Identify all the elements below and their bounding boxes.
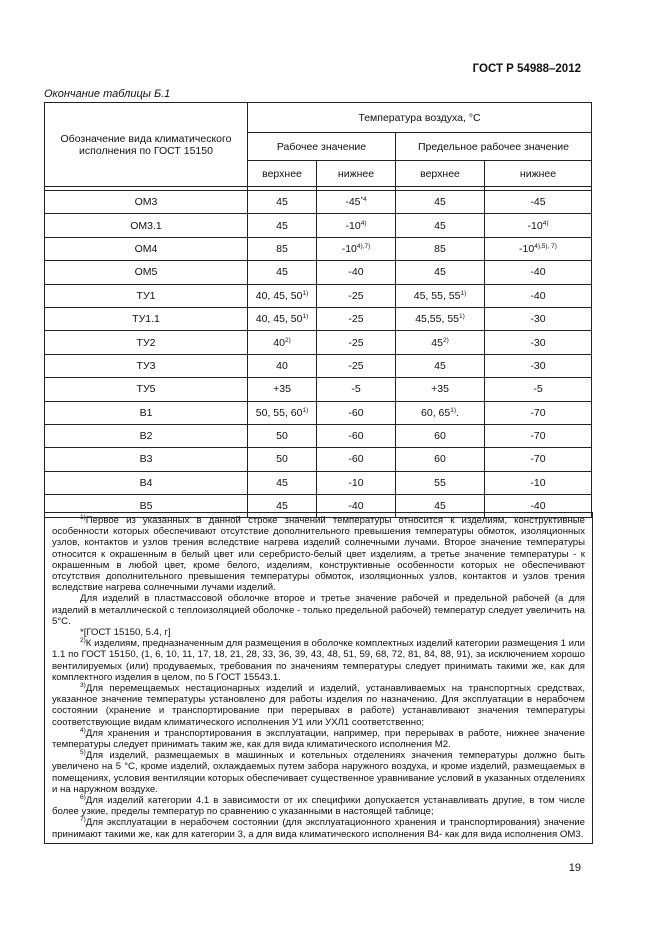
footnote-text: Для хранения и транспортирования в эксплуатации, например, при перерывах в работе, нижнее значение температуры следует принимать таким же, как для вида климатического исполнения М2. (52, 727, 585, 751)
cell-working-lower (317, 354, 396, 377)
cell-working-lower-value: -25 (348, 359, 364, 372)
cell-limit-lower-value: -70 (530, 453, 546, 466)
footnote-text: Для изделий в пластмассовой оболочке второе и третье значение рабочей и предельной рабочей (а для изделий в металлической с теплоизоляцией оболочке - только предельной рабочей) температур следует увеличить на 5°С. (52, 593, 585, 627)
cell-working-lower (317, 471, 396, 494)
footnote-marker: 5) (80, 749, 86, 757)
cell-limit-lower (485, 307, 592, 330)
cell-limit-lower-value: -10 (530, 476, 546, 489)
cell-limit-lower (485, 331, 592, 354)
footnote-marker: 3) (80, 682, 86, 690)
cell-limit-lower (485, 191, 592, 214)
cell-designation-value: ТУ1.1 (132, 313, 160, 326)
footnote (52, 627, 585, 638)
climate-table (44, 102, 592, 518)
cell-working-upper (248, 448, 317, 471)
cell-designation (45, 471, 248, 494)
cell-working-upper (248, 284, 317, 307)
cell-limit-upper (396, 307, 485, 330)
table-row (45, 214, 592, 237)
cell-limit-lower-value: -10 (527, 219, 543, 232)
cell-designation (45, 331, 248, 354)
cell-limit-lower (485, 401, 592, 424)
cell-designation-value: В4 (139, 476, 153, 489)
cell-working-lower-value: -60 (348, 406, 364, 419)
cell-limit-lower-value: -45 (530, 196, 546, 209)
table-row (45, 307, 592, 330)
cell-working-lower (317, 214, 396, 237)
footnote (52, 638, 585, 683)
cell-limit-lower-value: -5 (533, 383, 543, 396)
table-row (45, 401, 592, 424)
cell-working-upper-value: 40 (273, 336, 285, 349)
cell-working-upper (248, 424, 317, 447)
cell-working-lower (317, 261, 396, 284)
cell-limit-upper-value: 45 (434, 196, 446, 209)
cell-working-upper-value: 50 (276, 430, 288, 443)
cell-working-lower (317, 237, 396, 260)
cell-working-lower-value: -25 (348, 289, 364, 302)
footnote (52, 795, 585, 817)
cell-working-lower-value: -40 (348, 500, 364, 513)
cell-working-lower-value: -10 (348, 476, 364, 489)
cell-limit-lower-value: -40 (530, 266, 546, 279)
footnote-marker: 6) (80, 794, 86, 802)
cell-working-upper (248, 214, 317, 237)
cell-designation (45, 214, 248, 237)
cell-limit-upper-value: 45, 55, 55 (413, 289, 461, 302)
table-row (45, 331, 592, 354)
cell-limit-lower-value: -40 (530, 500, 546, 513)
footnote-text: *[ГОСТ 15150, 5.4, г] (80, 627, 171, 639)
table-row (45, 237, 592, 260)
cell-working-upper (248, 471, 317, 494)
cell-limit-lower (485, 354, 592, 377)
cell-designation-value: ОМ3.1 (130, 219, 162, 232)
cell-designation-value: В2 (139, 430, 153, 443)
cell-limit-upper (396, 354, 485, 377)
header-designation: Обозначение вида климатического исполнения по ГОСТ 15150 (45, 103, 248, 187)
footnote-text: Для изделий категории 4.1 в зависимости от их специфики допускается устанавливать другие, в том числе более узкие, пределы температур по сравнению с указанными в настоящей таблице; (52, 795, 585, 818)
cell-designation (45, 191, 248, 214)
table-body (45, 191, 592, 518)
cell-limit-upper (396, 214, 485, 237)
footnote-ref: 2) (284, 336, 291, 344)
cell-limit-upper (396, 191, 485, 214)
cell-working-lower-value: -60 (348, 453, 364, 466)
cell-working-upper (248, 378, 317, 401)
cell-working-lower-value: -5 (351, 383, 361, 396)
table-row (45, 284, 592, 307)
cell-designation-value: ОМ5 (134, 266, 158, 279)
cell-limit-upper (396, 471, 485, 494)
cell-working-upper-value: 40 (276, 359, 288, 372)
footnote-ref: 1) (460, 289, 467, 297)
cell-working-upper (248, 307, 317, 330)
cell-working-upper (248, 401, 317, 424)
standard-id: ГОСТ Р 54988–2012 (472, 63, 581, 75)
footnote (52, 515, 585, 593)
cell-limit-lower-value: -70 (530, 430, 546, 443)
cell-working-upper-value: 45 (276, 266, 288, 279)
cell-limit-lower-value: -40 (530, 289, 546, 302)
cell-working-upper-value: 45 (276, 219, 288, 232)
footnote-text: Для изделий, размещаемых в машинных и котельных отделениях значения температуры должно быть увеличено на 5 °С, кроме изделий, охлаждаемых путем забора наружного воздуха, и кроме изделий, размещаемых в помещениях, условия вентиляции которых обеспечивает существенное уравнивание условий в указанных отделениях и на наружном воздухе. (52, 750, 585, 795)
cell-working-upper (248, 331, 317, 354)
cell-limit-upper (396, 401, 485, 424)
cell-limit-lower (485, 471, 592, 494)
footnote (52, 728, 585, 750)
cell-working-upper (248, 261, 317, 284)
cell-working-lower (317, 331, 396, 354)
footnote (52, 817, 585, 839)
cell-limit-lower (485, 284, 592, 307)
cell-designation-value: ТУ2 (136, 336, 156, 349)
cell-working-lower-value: -40 (348, 266, 364, 279)
footnote-text: К изделиям, предназначенным для размещения в оболочке комплектных изделий категории размещения 1 или 1.1 по ГОСТ 15150, (1, 6, 10, 11, 17, 18, 21, 28, 33, 36, 39, 43, 48, 51, 59, 68, 72, 81, 84, 88, 91), за исключением хорошо вентилируемых (или) продуваемых, требования по значениям температуры следует принимать такими же, как для комплектного изделия в целом, по 5 ГОСТ 15543.1. (52, 638, 585, 683)
cell-limit-upper (396, 331, 485, 354)
footnote-ref: 1) (302, 313, 309, 321)
cell-limit-upper (396, 261, 485, 284)
header-working: Рабочее значение (248, 133, 396, 161)
cell-limit-upper-value: 45 (434, 500, 446, 513)
page-number: 19 (568, 862, 581, 874)
cell-working-upper-value: 45 (276, 196, 288, 209)
cell-designation-value: В5 (139, 500, 153, 513)
cell-working-lower-value: -10 (345, 219, 361, 232)
cell-working-lower (317, 448, 396, 471)
footnote-ref: 4),5), 7) (534, 242, 557, 250)
cell-working-upper (248, 191, 317, 214)
cell-working-lower (317, 284, 396, 307)
footnote-marker: 1) (80, 514, 86, 521)
cell-working-upper (248, 354, 317, 377)
cell-limit-lower-value: -30 (530, 336, 546, 349)
footnote-ref: 1) (450, 406, 457, 414)
cell-limit-lower (485, 261, 592, 284)
footnote-ref: 2) (442, 336, 449, 344)
cell-working-upper-value: 45 (276, 476, 288, 489)
footnote-ref: 1) (459, 313, 465, 321)
cell-limit-upper-value: 45 (434, 219, 446, 232)
cell-limit-lower-value: -30 (530, 359, 546, 372)
cell-designation (45, 424, 248, 447)
cell-working-upper-value: 45 (276, 500, 288, 513)
cell-limit-upper-value: 60, 65 (421, 406, 451, 419)
header-limit-upper: верхнее (396, 161, 485, 187)
footnote (52, 683, 585, 728)
cell-working-lower (317, 378, 396, 401)
cell-working-lower-value: -25 (348, 313, 364, 326)
cell-limit-upper-value: 60 (434, 430, 446, 443)
footnote-ref: 1) (302, 406, 309, 414)
header-limit: Предельное рабочее значение (396, 133, 592, 161)
cell-limit-upper-value: +35 (431, 383, 449, 396)
cell-limit-lower-value: -10 (519, 242, 535, 255)
cell-limit-upper-value: 55 (434, 476, 446, 489)
cell-working-lower (317, 191, 396, 214)
cell-limit-lower-value: -70 (530, 406, 546, 419)
cell-designation-value: ТУ3 (136, 359, 156, 372)
footnote-ref: 4) (360, 219, 367, 227)
cell-limit-upper (396, 424, 485, 447)
footnotes-box (44, 512, 593, 844)
footnote-ref: 1) (302, 289, 309, 297)
table-row (45, 261, 592, 284)
table-row (45, 191, 592, 214)
footnote-marker: 2) (80, 637, 86, 645)
table-row (45, 424, 592, 447)
cell-working-upper-value: 40, 45, 50 (255, 313, 303, 326)
table-caption: Окончание таблицы Б.1 (44, 88, 171, 100)
cell-designation-value: ТУ5 (136, 383, 156, 396)
header-temperature: Температура воздуха, °С (248, 103, 592, 133)
footnote-ref: *4 (360, 196, 367, 204)
cell-limit-upper-value: 60 (434, 453, 446, 466)
cell-working-upper (248, 237, 317, 260)
cell-designation (45, 354, 248, 377)
cell-limit-lower (485, 424, 592, 447)
cell-designation-value: ОМ4 (134, 242, 158, 255)
header-working-lower: нижнее (317, 161, 396, 187)
table-row (45, 471, 592, 494)
header-limit-lower: нижнее (485, 161, 592, 187)
cell-working-upper-value: 85 (276, 242, 288, 255)
cell-designation (45, 237, 248, 260)
cell-designation-value: В3 (139, 453, 153, 466)
cell-working-upper-value: +35 (273, 383, 291, 396)
cell-limit-upper-value: 45 (434, 266, 446, 279)
cell-designation (45, 378, 248, 401)
cell-working-lower-value: -60 (348, 430, 364, 443)
cell-limit-upper (396, 378, 485, 401)
cell-limit-lower-value: -30 (530, 313, 546, 326)
footnote-marker: 4) (80, 726, 86, 734)
cell-working-upper-value: 50, 55, 60 (255, 406, 303, 419)
cell-limit-upper (396, 448, 485, 471)
cell-limit-lower (485, 378, 592, 401)
cell-designation (45, 307, 248, 330)
cell-suffix: . (456, 406, 459, 419)
footnote-text: Для перемещаемых нестационарных изделий и изделий, устанавливаемых на транспортных средствах, указанное значение температуры установлено для работы изделия по назначению. Для эксплуатации в нерабочем состоянии (хранение и транспортирование при перерывах в работе) устанавливают значения температуры соответствующие видам климатического исполнения У1 или УХЛ1 соответственно; (52, 683, 585, 728)
cell-designation-value: ТУ1 (136, 289, 156, 302)
cell-working-lower (317, 307, 396, 330)
footnote-text: Первое из указанных в данной строке значений температуры относится к изделиям, конструктивные особенности которых обеспечивают отсутствие дополнительного превышения температуры обмоток, изоляционных узлов, контактов и узлов трения вследствие нагрева изделий солнечными лучами. Второе значение температуры относится к окрашенным в белый цвет или серебристо-белый цвет изделиям, а третье значение температуры - к окрашенным в любой цвет, кроме белого, изделиям, конструктивные особенности которых не обеспечивают отсутствия дополнительного превышения температуры обмоток, изоляционных узлов, контактов и узлов трения вследствие нагрева солнечными лучами изделий. (52, 515, 585, 594)
cell-working-lower (317, 401, 396, 424)
cell-designation (45, 448, 248, 471)
table-row (45, 378, 592, 401)
cell-working-lower (317, 424, 396, 447)
footnote-text: Для эксплуатации в нерабочем состоянии (для эксплуатационного хранения и транспортирования) значение принимают такими же, как для категории 3, а для вида климатического исполнения В4- как для вида исполнения ОМ3. (52, 817, 585, 840)
cell-limit-upper-value: 85 (434, 242, 446, 255)
header-working-upper: верхнее (248, 161, 317, 187)
cell-designation (45, 284, 248, 307)
cell-working-upper-value: 40, 45, 50 (255, 289, 303, 302)
footnote-ref: 4) (542, 219, 549, 227)
cell-working-upper-value: 50 (276, 453, 288, 466)
cell-limit-lower (485, 448, 592, 471)
footnote (52, 593, 585, 627)
footnote-ref: 4),7) (356, 242, 371, 250)
cell-limit-upper-value: 45 (434, 359, 446, 372)
table-row (45, 448, 592, 471)
footnote-marker: 7) (80, 816, 86, 824)
cell-working-lower-value: -25 (348, 336, 364, 349)
cell-designation (45, 261, 248, 284)
cell-limit-upper (396, 237, 485, 260)
cell-limit-lower (485, 214, 592, 237)
cell-designation-value: ОМ3 (134, 196, 158, 209)
footnote (52, 750, 585, 795)
cell-limit-upper (396, 284, 485, 307)
cell-working-lower-value: -45 (345, 196, 361, 209)
cell-limit-upper-value: 45,55, 55 (415, 313, 459, 326)
cell-designation-value: В1 (139, 406, 153, 419)
cell-limit-lower (485, 237, 592, 260)
cell-designation (45, 401, 248, 424)
table-row (45, 354, 592, 377)
cell-limit-upper-value: 45 (431, 336, 443, 349)
cell-working-lower-value: -10 (341, 242, 357, 255)
